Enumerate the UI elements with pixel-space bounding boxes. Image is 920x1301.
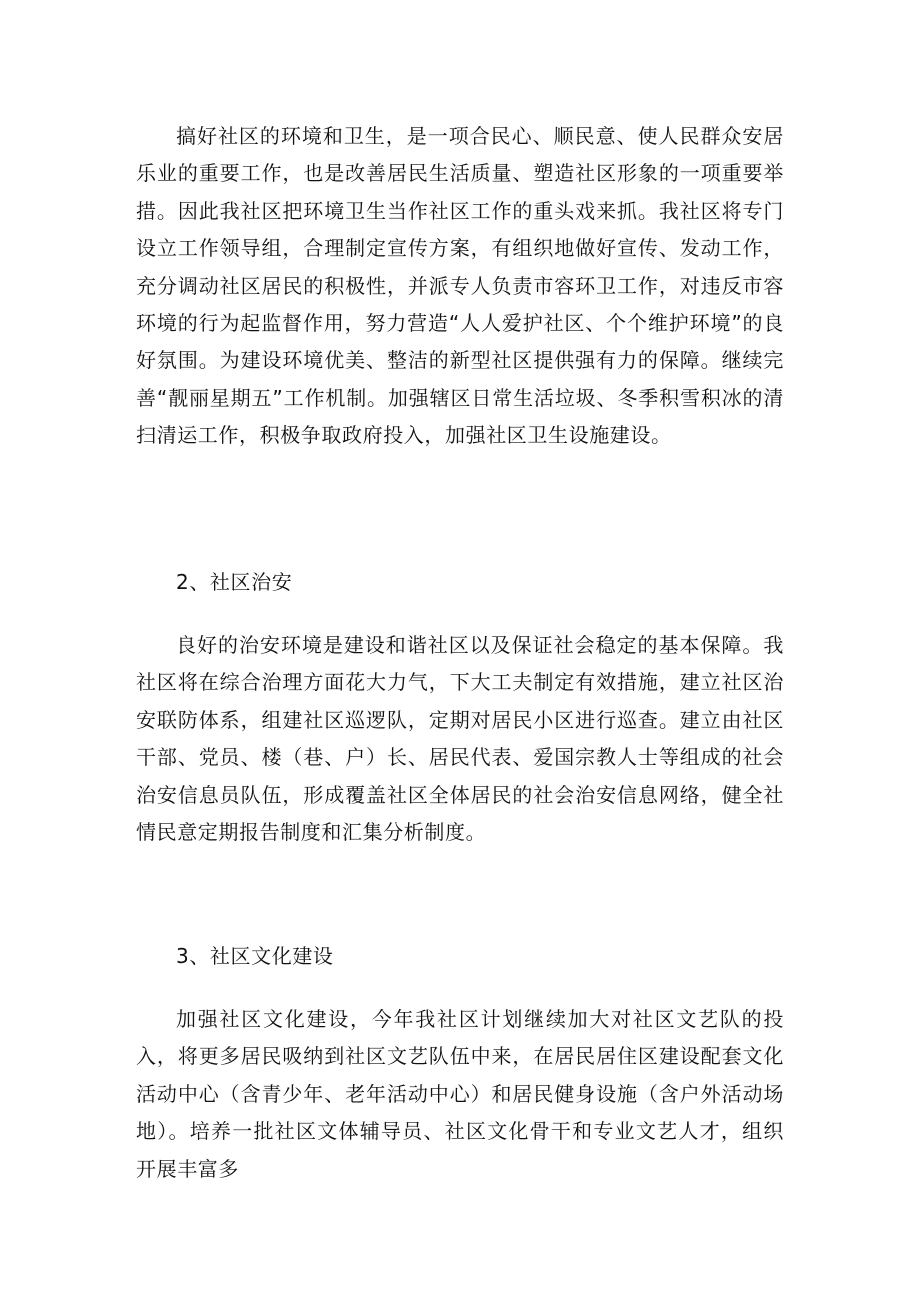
section-heading-public-security: 2、社区治安	[176, 570, 293, 594]
paragraph-public-security: 良好的治安环境是建设和谐社区以及保证社会稳定的基本保障。我社区将在综合治理方面花大力气，下大工夫制定有效措施，建立社区治安联防体系，组建社区巡逻队，定期对居民小区进行巡查。建立由社区干部、党员、楼（巷、户）长、居民代表、爱国宗教人士等组成的社会治安信息员队伍，形成覆盖社区全体居民的社会治安信息网络，健全社情民意定期报告制度和汇集分析制度。	[136, 633, 784, 845]
paragraph-environment-hygiene: 搞好社区的环境和卫生，是一项合民心、顺民意、使人民群众安居乐业的重要工作，也是改善居民生活质量、塑造社区形象的一项重要举措。因此我社区把环境卫生当作社区工作的重头戏来抓。我社区将专门设立工作领导组，合理制定宣传方案，有组织地做好宣传、发动工作，充分调动社区居民的积极性，并派专人负责市容环卫工作，对违反市容环境的行为起监督作用，努力营造“人人爱护社区、个个维护环境”的良好氛围。为建设环境优美、整洁的新型社区提供强有力的保障。继续完善“靓丽星期五”工作机制。加强辖区日常生活垃圾、冬季积雪积冰的清扫清运工作，积极争取政府投入，加强社区卫生设施建设。	[136, 124, 784, 448]
section-heading-culture: 3、社区文化建设	[176, 944, 334, 968]
paragraph-culture: 加强社区文化建设，今年我社区计划继续加大对社区文艺队的投入，将更多居民吸纳到社区文艺队伍中来，在居民居住区建设配套文化活动中心（含青少年、老年活动中心）和居民健身设施（含户外活动场地）。培养一批社区文体辅导员、社区文化骨干和专业文艺人才，组织开展丰富多	[136, 1007, 784, 1181]
